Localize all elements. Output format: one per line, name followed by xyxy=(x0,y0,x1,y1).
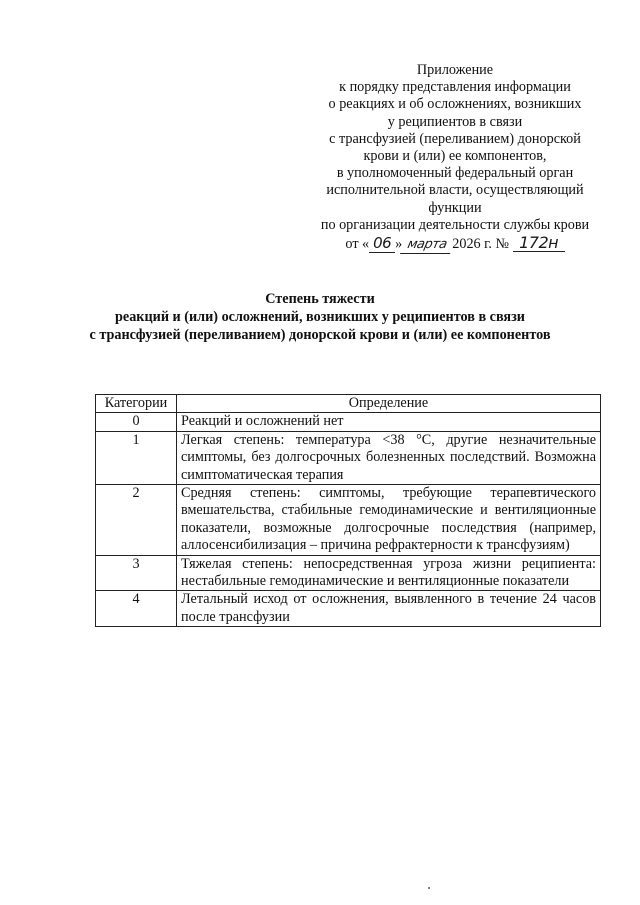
category-cell: 3 xyxy=(96,555,177,591)
definition-cell: Средняя степень: симптомы, требующие терапевтического вмешательства, стабильные гемодинамические и вентиляционные показатели, возможные долгосрочные последствия (например, аллосенсибилизация – причина рефрактерности к трансфузиям) xyxy=(177,485,601,556)
appendix-line: о реакциях и об осложнениях, возникших xyxy=(328,96,582,113)
header-category: Категории xyxy=(96,395,177,413)
table-row xyxy=(96,485,601,556)
category-cell: 4 xyxy=(96,591,177,627)
table-row xyxy=(96,591,601,627)
appendix-line: исполнительной власти, осуществляющий xyxy=(326,182,584,199)
appendix-line: к порядку представления информации xyxy=(339,79,571,96)
handwritten-month: марта xyxy=(400,236,454,254)
title-line: реакций и (или) осложнений, возникших у реципиентов в связи xyxy=(115,309,525,325)
table-row xyxy=(96,413,601,431)
category-cell: 1 xyxy=(96,431,177,484)
date-mid: » xyxy=(395,236,403,253)
table-header-row xyxy=(96,395,601,413)
title-line: Степень тяжести xyxy=(265,291,375,307)
handwritten-order-number: 172н xyxy=(513,234,565,252)
definition-cell: Летальный исход от осложнения, выявленного в течение 24 часов после трансфузии xyxy=(177,591,601,627)
document-title xyxy=(40,290,600,344)
table-row xyxy=(96,555,601,591)
appendix-line: функции xyxy=(428,199,482,216)
appendix-line: с трансфузией (переливанием) донорской xyxy=(329,130,581,147)
category-cell: 2 xyxy=(96,485,177,556)
handwritten-day: 06 xyxy=(369,235,395,253)
order-date-line xyxy=(300,234,610,254)
appendix-line: в уполномоченный федеральный орган xyxy=(336,165,574,182)
header-definition: Определение xyxy=(177,395,601,413)
definition-cell: Легкая степень: температура <38 °С, другие незначительные симптомы, без долгосрочных болезненных последствий. Возможна симптоматическая терапия xyxy=(177,431,601,484)
table-row xyxy=(96,431,601,484)
title-line: с трансфузией (переливанием) донорской крови и (или) ее компонентов xyxy=(89,327,551,343)
appendix-line: Приложение xyxy=(416,62,494,78)
definition-cell: Тяжелая степень: непосредственная угроза жизни реципиента: нестабильные гемодинамические и вентиляционные показатели xyxy=(177,555,601,591)
appendix-line: по организации деятельности службы крови xyxy=(320,216,590,233)
scan-speck xyxy=(428,887,430,889)
category-cell: 0 xyxy=(96,413,177,431)
severity-table xyxy=(95,394,601,627)
appendix-block xyxy=(300,62,610,254)
date-year: 2026 г. № xyxy=(452,236,510,253)
appendix-line: у реципиентов в связи xyxy=(387,113,523,130)
appendix-line: крови и (или) ее компонентов, xyxy=(363,148,547,165)
date-prefix: от « xyxy=(345,236,370,253)
definition-cell: Реакций и осложнений нет xyxy=(177,413,601,431)
